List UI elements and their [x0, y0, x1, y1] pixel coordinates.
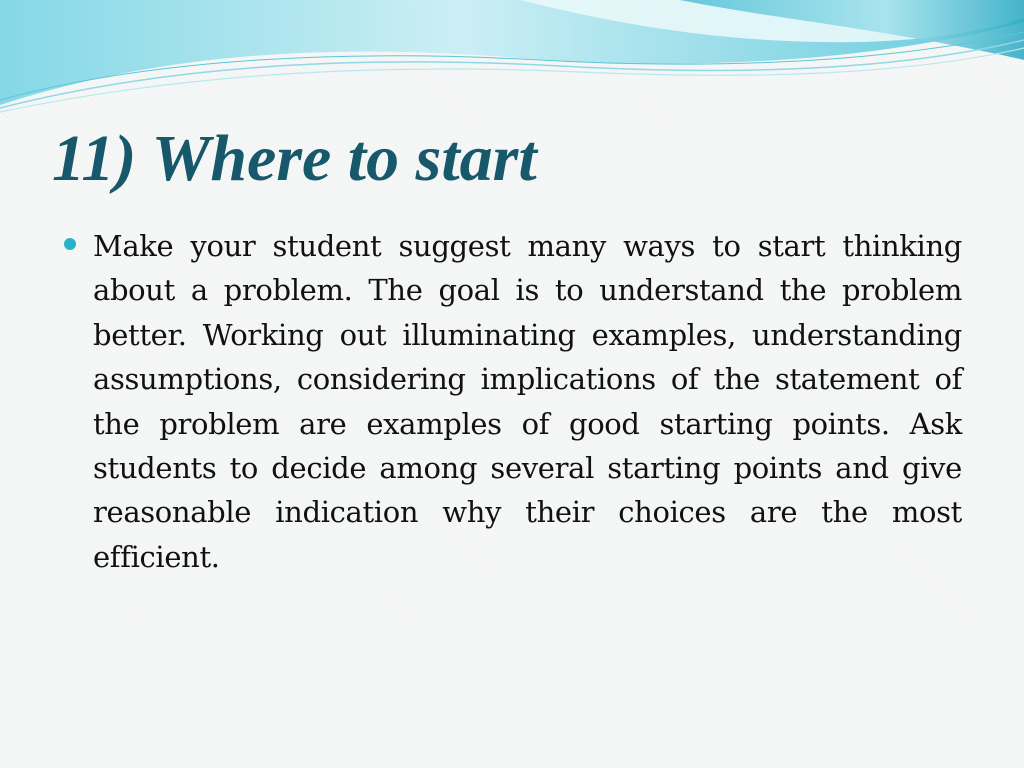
bullet-text: Make your student suggest many ways to start thinking about a problem. The goal is to understand the problem better. Working out illuminating examples, understanding assumptions, considering implications of the statement of the problem are examples of good starting points. Ask students to decide among several starting points and give reasonable indication why their choices are the most efficient.: [93, 229, 962, 574]
bullet-item: [64, 224, 962, 579]
header-wave-decoration: [0, 0, 1024, 130]
slide-title: 11) Where to start: [52, 122, 537, 195]
bullet-dot-icon: [64, 238, 76, 250]
